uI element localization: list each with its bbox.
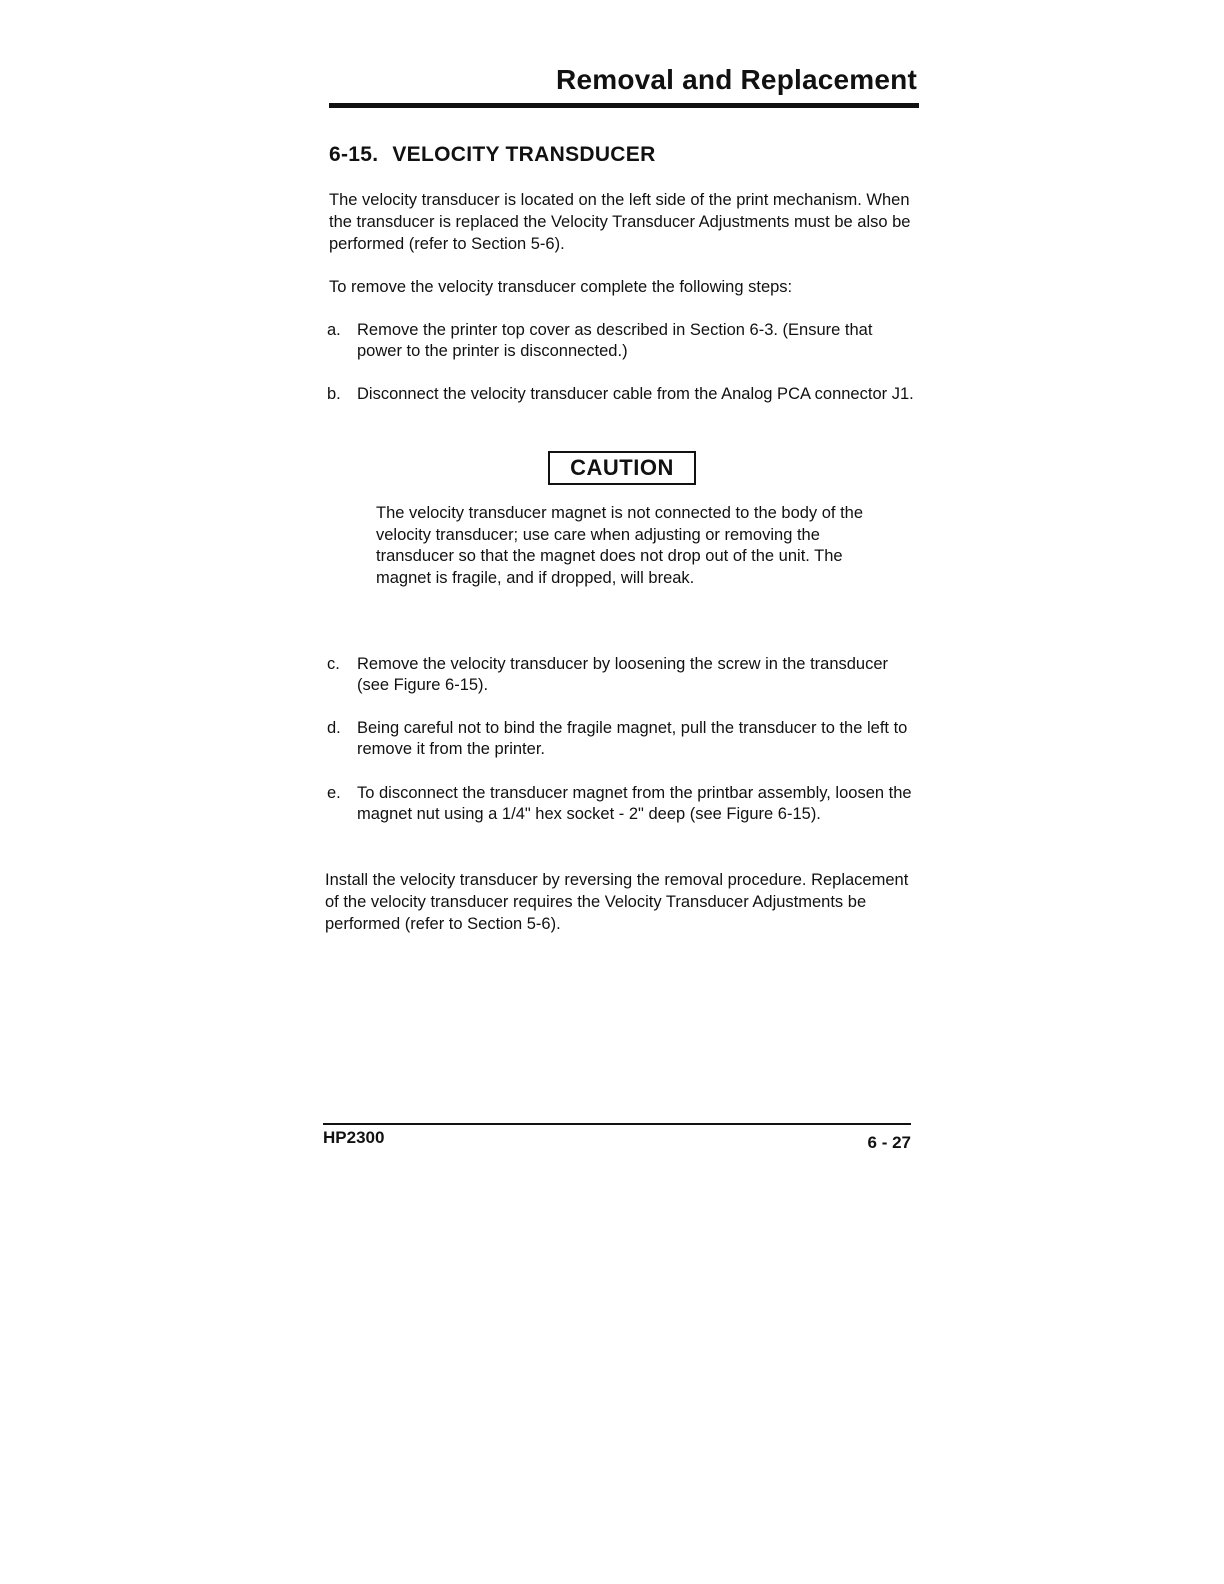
- step-item-b: [327, 384, 921, 405]
- step-item-c: [327, 654, 921, 696]
- step-letter: b.: [327, 385, 341, 403]
- footer-rule: [323, 1123, 911, 1125]
- step-letter: a.: [327, 321, 341, 339]
- step-text: Remove the velocity transducer by loosening the screw in the transducer (see Figure 6-15).: [357, 655, 889, 694]
- step-item-a: [327, 320, 921, 362]
- header-rule: [329, 103, 919, 108]
- caution-text: The velocity transducer magnet is not connected to the body of the velocity transducer; use care when adjusting or removing the transducer so that the magnet does not drop out of the unit. The magnet is fragile, and if dropped, will break.: [376, 504, 864, 587]
- install-paragraph: Install the velocity transducer by reversing the removal procedure. Replacement of the velocity transducer requires the Velocity Transducer Adjustments be performed (refer to Section 5-6).: [325, 871, 909, 933]
- footer-page-number: 6 - 27: [867, 1133, 911, 1152]
- intro-paragraph: The velocity transducer is located on the left side of the print mechanism. When the transducer is replaced the Velocity Transducer Adjustments must be also be performed (refer to Section 5-6).: [329, 191, 911, 253]
- step-letter: e.: [327, 784, 341, 802]
- step-text: Being careful not to bind the fragile magnet, pull the transducer to the left to remove it from the printer.: [357, 719, 908, 758]
- steps-intro-paragraph: To remove the velocity transducer complete the following steps:: [329, 278, 793, 296]
- step-letter: d.: [327, 719, 341, 737]
- section-number: 6-15.: [329, 143, 379, 166]
- page-header-title: Removal and Replacement: [556, 64, 917, 95]
- footer-model: HP2300: [323, 1128, 385, 1147]
- caution-label: CAUTION: [570, 455, 674, 480]
- step-letter: c.: [327, 655, 340, 673]
- step-item-e: [327, 783, 921, 825]
- section-heading: [329, 143, 656, 167]
- step-text: To disconnect the transducer magnet from the printbar assembly, loosen the magnet nut using a 1/4" hex socket - 2" deep (see Figure 6-15).: [357, 784, 912, 823]
- section-title: VELOCITY TRANSDUCER: [392, 143, 656, 166]
- step-item-d: [327, 718, 921, 760]
- step-text: Disconnect the velocity transducer cable from the Analog PCA connector J1.: [357, 385, 914, 403]
- step-text: Remove the printer top cover as described in Section 6-3. (Ensure that power to the printer is disconnected.): [357, 321, 873, 360]
- caution-label-box: [548, 451, 696, 485]
